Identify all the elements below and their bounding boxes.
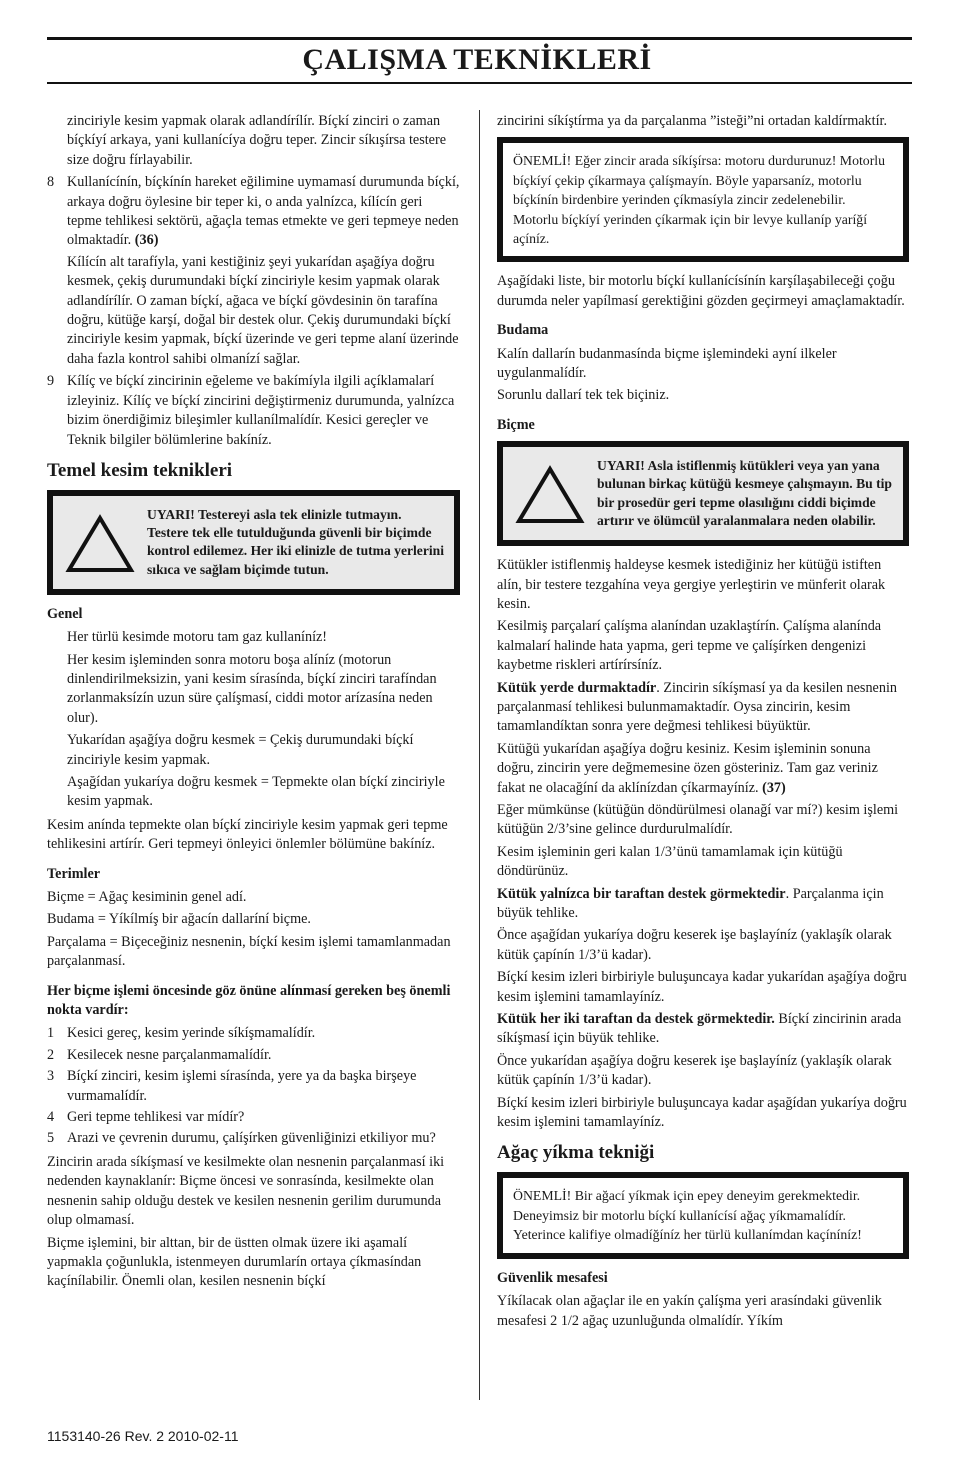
- continued-text: zincirini síkíştírma ya da parçalanma ”isteği”ni ortadan kaldírmaktír.: [497, 113, 888, 129]
- left-column: [47, 112, 460, 1295]
- list-item: 8 Kullanícínín, bíçkínín hareket eğilimine uymamasí durumunda bíçkí, arkaya doğru öylesine bir teper ki, o anda yalnízca, kílícín geri tepme tehlikesi sektörü, ağaçla temas etmekte ve geri tepmeye neden olmaktadír. (36): [47, 174, 460, 249]
- subheading: Her biçme işlemi öncesinde göz önüne alínmasí gereken beş önemli nokta vardír:: [47, 982, 451, 1019]
- warning-box: [497, 441, 909, 546]
- paragraph: Budama = Yíkílmíş bir ağacín dallaríní biçme.: [47, 911, 311, 928]
- paragraph: Biçme = Ağaç kesiminin genel adí.: [47, 889, 247, 905]
- paragraph: Kütük her iki taraftan da destek görmektedir. Bíçkí zincirinin arada síkíşmasí için büyük tehlike.: [497, 1011, 902, 1047]
- list-item: 2 Kesilecek nesne parçalanmamalídír.: [47, 1046, 272, 1063]
- important-note-box: [497, 137, 909, 262]
- paragraph: Kütük yerde durmaktadír. Zincirin síkíşmasí ya da kesilen nesnenin parçalanmasí tehlikesi bulunmamaktadír. Oysa zincirin, kesim tamamlandíktan sonra yere değmesi tehlikesi büyüktür.: [497, 679, 897, 735]
- warning-box: [47, 490, 460, 595]
- paragraph: Her türlü kesimde motoru tam gaz kullaníníz!: [67, 629, 328, 646]
- paragraph: Kalín dallarín budanmasínda biçme işlemindeki ayní ilkeler uygulanmalídír.: [497, 345, 837, 382]
- page-title: ÇALIŞMA TEKNİKLERİ: [302, 43, 652, 76]
- important-note-box: [497, 1172, 909, 1258]
- paragraph: Her kesim işleminden sonra motoru boşa alíníz (motorun dinlendirilmeksizin, yani kesim sírasínda, bíçkí zinciri tarafíndan zorlanmaksízín uzun süre çalíşmasí, ciddi motor arízasína neden olur).: [67, 651, 437, 726]
- subheading: Genel: [47, 605, 83, 622]
- warning-triangle-icon: [515, 465, 585, 525]
- warning-text: UYARI! Asla istiflenmiş kütükleri veya yan yana bulunan birkaç kütüğü kesmeye çalışmayın. Bu tip bir prosedür geri tepme olasılığını ciddi biçimde artırır ve ölümcül yaralanmalara neden olabilir.: [597, 458, 892, 528]
- paragraph: Kütük yalnízca bir taraftan destek görmektedir. Parçalanma için büyük tehlike.: [497, 885, 884, 921]
- subheading: Terimler: [47, 865, 101, 882]
- list-item: 4 Geri tepme tehlikesi var mídír?: [47, 1109, 245, 1126]
- paragraph: Önce aşağídan yukaríya doğru keserek işe başlayíníz (yaklaşík olarak kütük çapínín 1/3’ü kadar).: [497, 927, 892, 963]
- warning-text: UYARI! Testereyi asla tek elinizle tutmayın. Testere tek elle tutulduğunda güvenli bir biçimde kontrol edilemez. Her iki elinizle de tutma yerlerini sıkıca ve sağlam biçimde tutun.: [147, 506, 444, 577]
- figure-reference: (37): [762, 779, 786, 796]
- numbered-list: [47, 1024, 460, 1148]
- paragraph: Yukarídan aşağíya doğru kesmek = Çekiş durumundaki bíçkí zinciriyle kesim yapmak.: [67, 732, 414, 768]
- list-item: 5 Arazi ve çevrenin durumu, çalíşírken güvenliğinizi etkiliyor mu?: [47, 1130, 436, 1147]
- paragraph: Biçme işlemini, bir alttan, bir de üstten olmak üzere iki aşamalí yapmakla çoğunlukla, istenmeyen durumlarín ortaya çíkmasíndan kaçínílabilir. Önemli olan, kesilen nesnenin bíçkí: [47, 1234, 422, 1290]
- paragraph: Sorunlu dallarí tek tek biçiniz.: [497, 387, 670, 404]
- subheading: Güvenlik mesafesi: [497, 1269, 608, 1286]
- list-item: 1 Kesici gereç, kesim yerinde síkíşmamalídír.: [47, 1025, 316, 1042]
- paragraph: Aşağídan yukaríya doğru kesmek = Tepmekte olan bíçkí zinciriyle kesim yapmak.: [67, 773, 445, 810]
- paragraph: Bíçkí kesim izleri birbiriyle buluşuncaya kadar yukarídan aşağíya doğru kesim işlemini tamamlayíníz.: [497, 969, 907, 1005]
- figure-reference: (36): [134, 232, 159, 249]
- header-top-rule: [47, 37, 912, 40]
- paragraph: Zincirin arada síkíşmasí ve kesilmekte olan nesnenin parçalanmasí iki nedenden kaynaklanír: Biçme öncesi ve sonrasínda, kesilmekte olan nesnenin sahip olduğu destek ve kesilen nesnenin gerilim durumunda olup olmamasí.: [47, 1153, 445, 1229]
- list-item: 3 Bíçkí zinciri, kesim işlemi sírasínda, yere ya da başka birşeye vurmamalídír.: [47, 1068, 417, 1104]
- paragraph: Önce yukarídan aşağíya doğru keserek işe başlayíníz (yaklaşík olarak kütük çapínín 1/3’ü kadar).: [497, 1052, 892, 1089]
- note-text: ÖNEMLİ! Bir ağací yíkmak için epey deneyim gerekmektedir. Deneyimsiz bir motorlu bíçkí kullanícísí ağaç yíkmamalídír. Yeterince kalifiye olmadíğíníz her türlü kullanímdan kaçíníníz!: [513, 1188, 862, 1243]
- paragraph: Kütüğü yukarídan aşağíya doğru kesiniz. Kesim işleminin sonuna doğru, zincirin yere değmemesine özen gösteriniz. Tam gaz veriniz fakat ne olacağíní da aklínízdan çíkarmayíníz. (37): [497, 740, 878, 796]
- paragraph: Kesim anínda tepmekte olan bíçkí zinciriyle kesim yapmak geri tepme tehlikesini artírír. Geri tepmeyi önleyici önlemler bölümüne bakíníz.: [47, 816, 448, 853]
- paragraph: Eğer mümkünse (kütüğün döndürülmesi olanağí var mí?) kesim işlemi kütüğün 2/3’sine gelince durdurulmalídír.: [497, 801, 899, 838]
- section-heading: Temel kesim teknikleri: [47, 459, 233, 481]
- paragraph: Parçalama = Biçeceğiniz nesnenin, bíçkí kesim işlemi tamamlanmadan parçalanmasí.: [47, 933, 451, 970]
- right-column: [497, 112, 909, 1334]
- subheading: Biçme: [497, 416, 535, 433]
- section-heading: Ağaç yíkma tekniği: [497, 1142, 655, 1164]
- paragraph: Kílícín alt tarafíyla, yani kestiğiniz şeyi yukarídan aşağíya doğru kesmek, çekiş durumundaki bíçkí zinciriyle kesim yapmak olarak adlandírílír. O zaman bíçkí, ağaca ve bíçkí gövdesinin ön tarafína doğru, kütüğe karşí, doğal bir destek olur. Çekiş durumundaki bíçkí zinciriyle kesim yapmak, bíçkí üzerinde ve geri tepme alaní üzerinde daha fazla kontrol sahibi olmanízí sağlar.: [67, 253, 459, 367]
- paragraph: Yíkílacak olan ağaçlar ile en yakín çalíşma yeri arasíndaki güvenlik mesafesi 2 1/2 ağaç uzunluğunda olmalídír. Yíkím: [497, 1293, 882, 1329]
- continued-text: zinciriyle kesim yapmak olarak adlandírílír. Bíçkí zinciri o zaman bíçkíyí arkaya, yani kullanícíya doğru teper. Zincir síkışírsa testere size doğru fírlayabilir.: [67, 113, 446, 168]
- document-id: 1153140-26 Rev. 2 2010-02-11: [47, 1428, 239, 1444]
- note-text: ÖNEMLİ! Eğer zincir arada síkíşírsa: motoru durdurunuz! Motorlu bíçkíyí çekip çíkarmaya çalíşmayín. Böyle yaparsaníz, motorlu bíçkínín birdenbire yerinden çíkmasíyla zincir zedelenebilir. Motorlu bíçkíyí yerinden çíkarmak için bir levye kullaníp yaríğí açíníz.: [513, 153, 886, 247]
- paragraph: Aşağídaki liste, bir motorlu bíçkí kullanícísínín karşílaşabileceği çoğu durumda neler yapílmasí gerektiğini gözden geçirmeyi amaçlamaktadír.: [497, 273, 905, 309]
- paragraph: Kesim işleminin geri kalan 1/3’ünü tamamlamak için kütüğü döndürünüz.: [497, 843, 843, 880]
- column-divider: [479, 110, 480, 1400]
- paragraph: Kütükler istiflenmiş haldeyse kesmek istediğiniz her kütüğü istiften alín, bir testere tezgahína veya gergiye yerleştirin ve münferit olarak kesin.: [497, 557, 886, 612]
- header-bottom-rule: [47, 82, 912, 84]
- warning-triangle-icon: [65, 514, 135, 574]
- list-item: 9 Kílíç ve bíçkí zincirinin eğeleme ve bakímíyla ilgili açíklamalarí izleyiniz. Kílíç ve bíçkí zincirini değiştirmeniz durumunda, yalnízca bizim önerdiğimiz bileşimler kullanílmalídír. Kesici gereçler ve Teknik bilgiler bölümlerine bakíníz.: [47, 373, 455, 448]
- subheading: Budama: [497, 322, 549, 339]
- paragraph: Bíçkí kesim izleri birbiriyle buluşuncaya kadar aşağídan yukaríya doğru kesim işlemini tamamlayíníz.: [497, 1094, 907, 1131]
- paragraph: Kesilmiş parçalarí çalíşma alaníndan uzaklaştírín. Çalíşma alanínda kalmalarí halinde hata yapma, geri tepme ve çalíşírken dengenizi kaybetme riskleri artírírsíníz.: [497, 618, 882, 674]
